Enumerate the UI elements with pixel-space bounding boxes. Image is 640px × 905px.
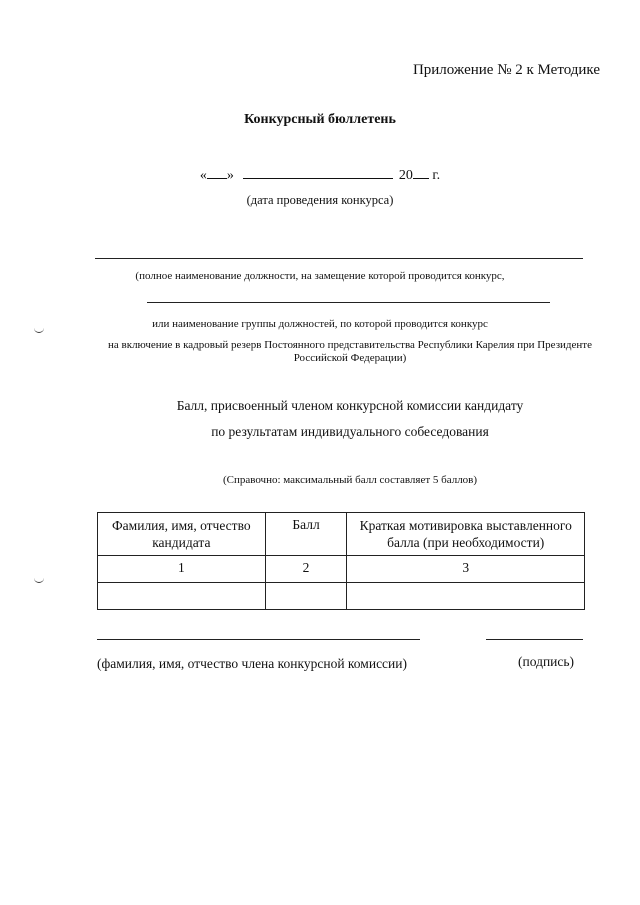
- column-number: 2: [265, 556, 347, 583]
- score-heading-2: по результатам индивидуального собеседования: [211, 424, 489, 439]
- candidate-cell: [98, 583, 266, 610]
- year-blank: [413, 166, 429, 179]
- name-line: [97, 639, 420, 640]
- table-header-row: [98, 513, 585, 556]
- open-quote: «: [199, 168, 207, 183]
- table-number-row: [98, 556, 585, 583]
- year-prefix: 20: [398, 168, 413, 183]
- table-empty-row: [98, 583, 585, 610]
- score-table: [97, 512, 585, 610]
- column-number: 3: [347, 556, 585, 583]
- position-caption-3: на включение в кадровый резерв Постоянного представительства Республики Карелия при Президенте: [108, 339, 592, 351]
- close-quote: »: [226, 168, 234, 183]
- score-cell: [265, 583, 347, 610]
- month-blank: [243, 166, 393, 179]
- margin-mark: [34, 576, 44, 583]
- day-blank: [207, 166, 227, 179]
- position-line-2: [147, 302, 550, 303]
- date-caption: (дата проведения конкурса): [246, 193, 394, 207]
- header-candidate: Фамилия, имя, отчество кандидата: [98, 513, 266, 556]
- name-caption: (фамилия, имя, отчество члена конкурсной комиссии): [97, 656, 407, 671]
- signature-caption: (подпись): [518, 654, 575, 669]
- year-suffix: г.: [432, 168, 441, 183]
- position-caption-4: Российской Федерации): [293, 352, 407, 364]
- motivation-cell: [347, 583, 585, 610]
- signature-line: [486, 639, 583, 640]
- score-note: (Справочно: максимальный балл составляет 5 баллов): [222, 474, 478, 486]
- document-title: Конкурсный бюллетень: [244, 112, 396, 127]
- margin-mark: [34, 326, 44, 333]
- header-motivation: Краткая мотивировка выставленного балла (при необходимости): [347, 513, 585, 556]
- appendix-label: Приложение № 2 к Методике: [412, 62, 600, 78]
- score-heading-1: Балл, присвоенный членом конкурсной комиссии кандидату: [176, 398, 524, 413]
- column-number: 1: [98, 556, 266, 583]
- position-line-1: [95, 258, 583, 259]
- date-line: [0, 166, 640, 184]
- header-score: Балл: [265, 513, 347, 556]
- position-caption-1: (полное наименование должности, на замещение которой проводится конкурс,: [135, 270, 505, 282]
- position-caption-2: или наименование группы должностей, по которой проводится конкурс: [152, 318, 488, 330]
